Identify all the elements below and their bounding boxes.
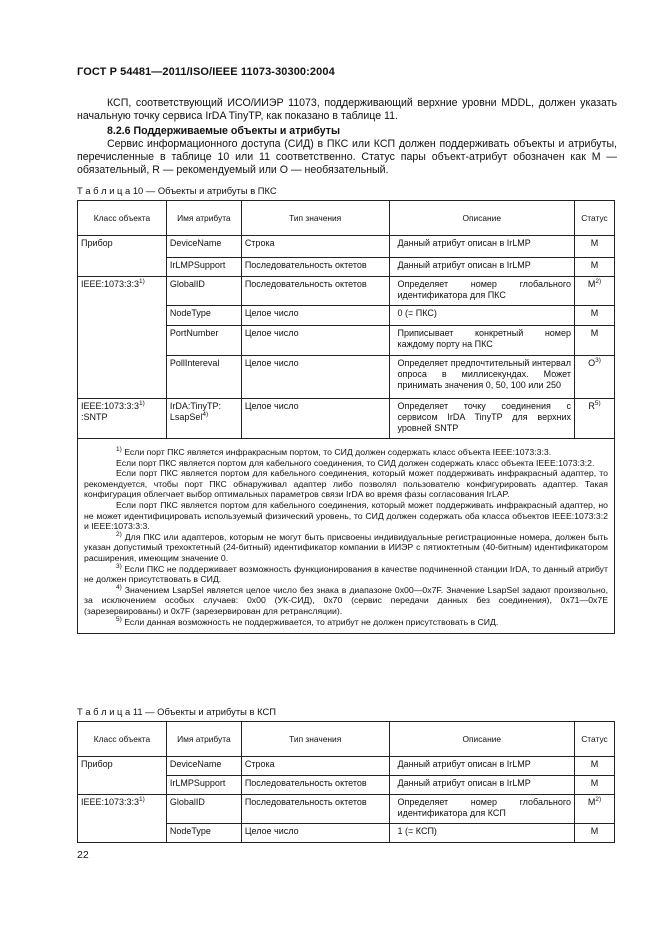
- cell-class: [78, 795, 167, 843]
- cell-attribute: PollIntereval: [166, 356, 241, 399]
- class-text: IEEE:1073:3:3: [81, 279, 140, 289]
- cell-type: Строка: [241, 236, 389, 258]
- footnote-ref: 2): [595, 796, 602, 803]
- header-type: Тип значения: [241, 201, 389, 236]
- cell-description: Определяет предпочтительный интервал опроса в миллисекундах. Может принимать значения 0, 50, 100 или 250: [389, 356, 574, 399]
- document-header: ГОСТ Р 54481—2011/ISO/IEEE 11073-30300:2004: [77, 66, 335, 78]
- table10-notes-row: [78, 439, 615, 634]
- header-attribute: Имя атрибута: [166, 201, 241, 236]
- footnote-text: Если порт ПКС является инфракрасным портом, то СИД должен содержать класс объекта IEEE:1073:3:3.: [124, 447, 552, 457]
- cell-type: Целое число: [241, 824, 389, 843]
- footnote-mark: 5): [116, 615, 122, 623]
- table10: [77, 200, 615, 634]
- footnote: Если порт ПКС является портом для кабельного соединения, то СИД должен содержать класс объекта IEEE:1073:3:2.: [116, 457, 595, 468]
- footnote-mark: 4): [116, 583, 122, 591]
- footnote-ref: 1): [139, 278, 145, 285]
- cell-status: M: [575, 306, 615, 326]
- table-row: [78, 236, 615, 258]
- cell-description: Данный атрибут описан в IrLMP: [389, 776, 574, 795]
- footnote-ref: 4): [202, 411, 209, 418]
- header-attribute: Имя атрибута: [166, 722, 241, 757]
- cell-class: Прибор: [78, 757, 167, 795]
- cell-type: Целое число: [241, 326, 389, 356]
- status-text: O: [588, 358, 596, 368]
- footnote-ref: 2): [595, 278, 602, 285]
- header-description: Описание: [389, 201, 574, 236]
- footnote: [84, 617, 608, 628]
- cell-status: [575, 795, 615, 824]
- footnote: Если порт ПКС является портом для кабельного соединения, который может поддерживать инфракрасный адаптер, но не может идентифицировать используемый физический уровень, то СИД должен содержать оба класса объектов IEEE:1073:3:2 и IEEE:1073:3:3.: [84, 499, 608, 532]
- table10-header-row: [78, 201, 615, 236]
- header-class: Класс объекта: [78, 722, 167, 757]
- cell-attribute: [166, 399, 241, 439]
- footnote-mark: 1): [116, 446, 122, 454]
- cell-attribute: DeviceName: [166, 236, 241, 258]
- cell-class: [78, 277, 167, 399]
- footnote: [84, 532, 608, 564]
- header-class: Класс объекта: [78, 201, 167, 236]
- cell-class: [78, 399, 167, 439]
- footnote: [84, 564, 608, 585]
- cell-status: M: [575, 776, 615, 795]
- cell-attribute: NodeType: [166, 824, 241, 843]
- cell-status: M: [575, 757, 615, 776]
- table10-caption: Т а б л и ц а 10 — Объекты и атрибуты в ПКС: [77, 185, 277, 196]
- intro-paragraph: КСП, соответствующий ИСО/ИИЭР 11073, поддерживающий верхние уровни MDDL, должен указать начальную точку сервиса IrDA TinyTP, как показано в таблице 11.: [77, 97, 617, 122]
- cell-status: [575, 277, 615, 306]
- status-text: M: [587, 797, 596, 807]
- cell-attribute: DeviceName: [166, 757, 241, 776]
- cell-type: Целое число: [241, 356, 389, 399]
- cell-attribute: IrLMPSupport: [166, 258, 241, 277]
- header-type: Тип значения: [241, 722, 389, 757]
- cell-attribute: IrLMPSupport: [166, 776, 241, 795]
- cell-status: M: [575, 326, 615, 356]
- class-text: IEEE:1073:3:3: [81, 401, 140, 411]
- cell-type: Последовательность октетов: [241, 776, 389, 795]
- attr-text-2: LsapSel: [169, 412, 203, 422]
- cell-description: Данный атрибут описан в IrLMP: [389, 236, 574, 258]
- cell-type: Последовательность октетов: [241, 795, 389, 824]
- table-row: [78, 399, 615, 439]
- table11-header-row: [78, 722, 615, 757]
- cell-description: Определяет точку соединения с сервисом IrDA TinyTP для верхних уровней SNTP: [389, 399, 574, 439]
- cell-type: Целое число: [241, 306, 389, 326]
- status-text: R: [588, 401, 595, 411]
- cell-attribute: GlobalID: [166, 795, 241, 824]
- table11: [77, 721, 615, 843]
- cell-type: Последовательность октетов: [241, 258, 389, 277]
- footnote: [84, 447, 608, 458]
- cell-description: Данный атрибут описан в IrLMP: [389, 258, 574, 277]
- attr-text: IrDA:TinyTP:: [169, 401, 222, 411]
- header-description: Описание: [389, 722, 574, 757]
- footnote: Если порт ПКС является портом для кабельного соединения, который может поддерживать инфракрасный адаптер, то рекомендуется, чтобы порт ПКС обнаруживал адаптер либо позволял пользователю конфигурировать адаптер. Такая конфигурация облегчает выбор оптимальных параметров связи IrDA во время фазы согласования IrLAP.: [84, 468, 608, 500]
- table-row: [78, 795, 615, 824]
- header-status: Статус: [575, 722, 615, 757]
- cell-type: Последовательность октетов: [241, 277, 389, 306]
- footnote-mark: 2): [116, 530, 122, 538]
- cell-status: M: [575, 236, 615, 258]
- footnote-ref: 1): [139, 796, 145, 803]
- cell-status: M: [575, 258, 615, 277]
- section-title: 8.2.6 Поддерживаемые объекты и атрибуты: [107, 125, 341, 137]
- status-text: M: [587, 279, 596, 289]
- table-row: [78, 277, 615, 306]
- class-text: IEEE:1073:3:3: [81, 797, 140, 807]
- cell-description: Данный атрибут описан в IrLMP: [389, 757, 574, 776]
- cell-description: 1 (= КСП): [389, 824, 574, 843]
- cell-description: 0 (= ПКС): [389, 306, 574, 326]
- cell-description: Определяет номер глобального идентификатора для КСП: [389, 795, 574, 824]
- cell-status: M: [575, 824, 615, 843]
- footnote-ref: 3): [595, 357, 601, 364]
- table10-notes: [78, 439, 615, 634]
- footnote-ref: 5): [594, 400, 601, 407]
- footnote-text: Если ПКС не поддерживает возможность функционирования в качестве подчиненной станции IrDA, то данный атрибут не должен присутствовать в СИД.: [84, 563, 608, 585]
- class-text-2: :SNTP: [81, 412, 108, 422]
- cell-attribute: NodeType: [166, 306, 241, 326]
- section-paragraph: Сервис информационного доступа (СИД) в ПКС или КСП должен поддерживать объекты и атрибуты, перечисленные в таблице 10 или 11 соответственно. Статус пары объект-атрибут обозначен как M — обязательный, R — рекомендуемый или O — необязательный.: [77, 138, 617, 176]
- footnote-text: Для ПКС или адаптеров, которым не могут быть присвоены индивидуальные регистрационные номера, должен быть указан допустимый трехоктетный (24-битный) идентификатор компании в ИИЭР с пятиоктетным (40-битным) идентификатором расширения, имеющим значение 0.: [84, 531, 608, 563]
- footnote-text: Если данная возможность не поддерживается, то атрибут не должен присутствовать в СИД.: [124, 616, 499, 627]
- header-status: Статус: [575, 201, 615, 236]
- cell-attribute: PortNumber: [166, 326, 241, 356]
- cell-description: Определяет номер глобального идентификатора для ПКС: [389, 277, 574, 306]
- footnote-mark: 3): [116, 562, 122, 570]
- cell-class: Прибор: [78, 236, 167, 277]
- cell-type: Строка: [241, 757, 389, 776]
- cell-attribute: GlobalID: [166, 277, 241, 306]
- cell-status: [575, 399, 615, 439]
- footnote-text: Значением LsapSel является целое число без знака в диапазоне 0x00—0x7F. Значение LsapSel задают произвольно, за исключением особых случаев: 0x00 (УК-СИД), 0x70 (сервис передачи данных без соединения), 0x71—0x7E (зарезервированы) и 0x7F (зарезервирован для ретрансляции).: [84, 584, 608, 616]
- cell-type: Целое число: [241, 399, 389, 439]
- page-number: 22: [77, 849, 89, 861]
- cell-description: Приписывает конкретный номер каждому порту на ПКС: [389, 326, 574, 356]
- footnote-ref: 1): [139, 400, 145, 407]
- table-row: [78, 757, 615, 776]
- footnote: [84, 585, 608, 617]
- table11-caption: Т а б л и ц а 11 — Объекты и атрибуты в КСП: [77, 706, 276, 717]
- cell-status: [575, 356, 615, 399]
